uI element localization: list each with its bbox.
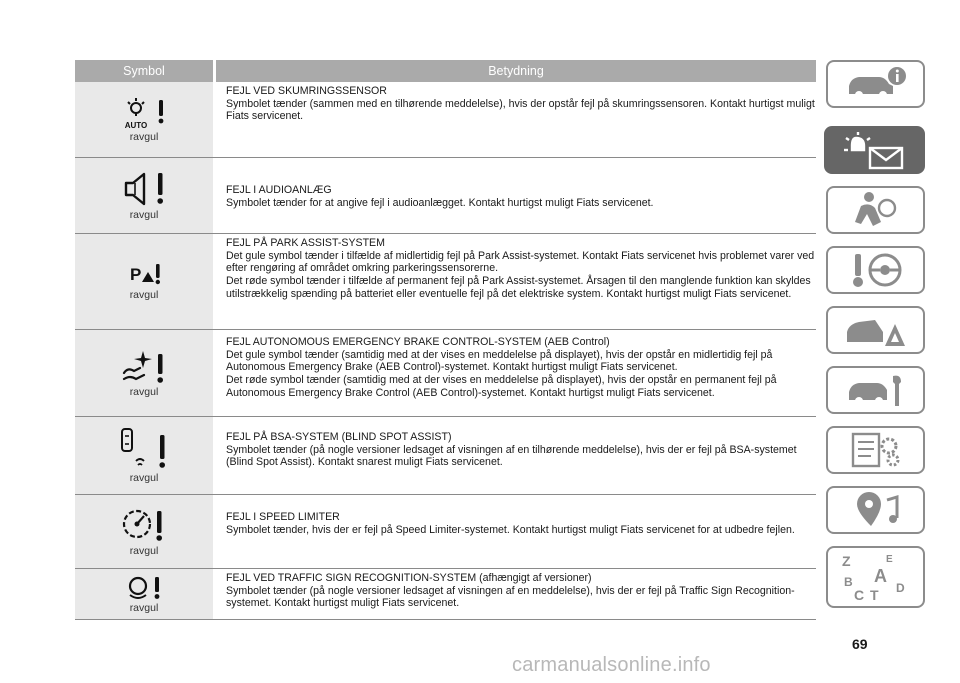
fault-title: FEJL I AUDIOANLÆG <box>226 184 332 196</box>
svg-text:C: C <box>853 587 864 603</box>
symbol-color-label: ravgul <box>129 601 159 614</box>
symbol-cell <box>75 569 213 619</box>
fault-text: Det røde symbol tænder i tilfælde af permanent fejl på Park Assist-systemet. Årsagen til den manglende funktion kan skyldes utilstrækkelig spænding på batteriet eller eventuelle fejl på det elektriske system. Kontakt hurtigst muligt Fiats servicenet. <box>226 275 811 300</box>
alphabet-index-icon <box>838 550 914 604</box>
svg-text:E: E <box>885 554 893 565</box>
fault-title: FEJL AUTONOMOUS EMERGENCY BRAKE CONTROL-SYSTEM (AEB Control) <box>226 336 610 348</box>
list-gears-icon <box>841 430 911 470</box>
icon-p-text: P <box>130 265 142 284</box>
watermark: carmanualsonline.info <box>512 654 711 676</box>
svg-text:D: D <box>895 581 905 595</box>
svg-text:Z: Z <box>841 553 851 569</box>
symbol-color-label: ravgul <box>129 289 159 301</box>
symbol-color-label: ravgul <box>129 131 159 143</box>
fault-title: FEJL PÅ PARK ASSIST-SYSTEM <box>226 237 385 249</box>
fault-text: Det røde symbol tænder (samtidig med at der vises en meddelelse på displayet), hvis der opstår en permanent fejl på Autonomous Emergency Brake Control (AEB Control)-systemet. Kontakt hurtigst muligt Fiats servicenet. <box>226 374 777 399</box>
symbol-color-label: ravgul <box>129 209 159 221</box>
car-info-icon <box>841 64 911 104</box>
aeb-fault-icon <box>120 349 168 385</box>
symbol-color-label: ravgul <box>129 472 159 484</box>
table-row <box>75 82 816 158</box>
car-warning-triangle-icon <box>841 310 911 350</box>
meaning-cell <box>216 234 816 329</box>
dashboard-lights-message-icon <box>840 130 910 170</box>
table-row <box>75 234 816 330</box>
nav-tab-dashboard-lights[interactable] <box>824 126 925 174</box>
fault-text: Symbolet tænder for at angive fejl i audioanlægget. Kontakt hurtigst muligt Fiats servicenet. <box>226 196 654 209</box>
symbol-color-label: ravgul <box>129 545 159 557</box>
table-row <box>75 495 816 569</box>
car-wrench-icon <box>841 370 911 410</box>
meaning-cell <box>216 158 816 233</box>
fault-title: FEJL VED TRAFFIC SIGN RECOGNITION-SYSTEM (afhængigt af versioner) <box>226 572 592 584</box>
nav-tab-technical-data[interactable] <box>826 426 925 474</box>
svg-text:T: T <box>869 587 879 603</box>
fault-text: Symbolet tænder (på nogle versioner ledsaget af visningen af en meddelelse), hvis der er fejl på Traffic Sign Recognition-systemet. Kontakt hurtigst muligt Fiats servicenet. <box>226 584 795 610</box>
meaning-cell <box>216 330 816 416</box>
seatbelt-airbag-icon <box>841 190 911 230</box>
table-row <box>75 417 816 495</box>
fault-text: Symbolet tænder (sammen med en tilhørende meddelelse), hvis der opstår fejl på skumringssensoren. Kontakt hurtigst muligt Fiats servicenet. <box>226 97 815 123</box>
table-header <box>75 60 816 82</box>
nav-tab-car-info[interactable] <box>826 60 925 108</box>
symbol-cell <box>75 417 213 494</box>
symbol-cell <box>75 330 213 416</box>
nav-tab-maintenance[interactable] <box>826 366 925 414</box>
table-row <box>75 158 816 234</box>
meaning-cell <box>216 417 816 494</box>
traffic-sign-fault-icon <box>124 575 164 601</box>
header-symbol: Symbol <box>123 64 165 78</box>
icon-auto-text: AUTO <box>124 121 148 130</box>
audio-fault-icon <box>120 170 168 208</box>
meaning-cell <box>216 569 816 619</box>
table-row <box>75 569 816 620</box>
key-steering-wheel-icon <box>841 250 911 290</box>
fault-title: FEJL VED SKUMRINGSSENSOR <box>226 85 387 97</box>
nav-tab-multimedia[interactable] <box>826 486 925 534</box>
fault-text: Det gule symbol tænder i tilfælde af midlertidig fejl på Park Assist-systemet. Kontakt Fiats servicenet hvis problemet varer ved efter rengøring af området omkring parkeringssensorerne. <box>226 249 815 275</box>
symbol-cell <box>75 234 213 329</box>
symbol-color-label: ravgul <box>129 385 159 398</box>
symbol-cell <box>75 495 213 568</box>
nav-tab-safety[interactable] <box>826 186 925 234</box>
twilight-sensor-fault-icon <box>120 96 168 130</box>
fault-title: FEJL I SPEED LIMITER <box>226 511 340 523</box>
bsa-fault-icon <box>118 427 170 471</box>
nav-tab-emergency[interactable] <box>826 306 925 354</box>
fault-text: Symbolet tænder, hvis der er fejl på Speed Limiter-systemet. Kontakt hurtigst muligt Fiats servicenet for at udbedre fejlen. <box>226 523 795 536</box>
page-number: 69 <box>852 636 868 652</box>
symbol-cell <box>75 158 213 233</box>
location-music-icon <box>841 490 911 530</box>
speed-limiter-fault-icon <box>120 506 168 544</box>
svg-text:A: A <box>873 566 887 586</box>
svg-text:B: B <box>843 575 853 589</box>
header-meaning: Betydning <box>488 64 544 78</box>
nav-tab-index[interactable] <box>826 546 925 608</box>
symbol-cell <box>75 82 213 157</box>
fault-text: Det gule symbol tænder (samtidig med at der vises en meddelelse på displayet), hvis der opstår en midlertidig fejl på Autonomous Emergency Brake (AEB Control)-systemet. Kontakt hurtigst muligt Fiats servicenet. <box>226 348 773 374</box>
park-assist-fault-icon <box>126 262 162 288</box>
warning-lights-table <box>75 60 816 620</box>
fault-text: Symbolet tænder (på nogle versioner ledsaget af visningen af en tilhørende meddelelse), hvis der er fejl på BSA-systemet (Blind Spot Assist). Kontakt snarest muligt Fiats servicenet. <box>226 443 797 469</box>
meaning-cell <box>216 82 816 157</box>
nav-tab-starting-driving[interactable] <box>826 246 925 294</box>
fault-title: FEJL PÅ BSA-SYSTEM (BLIND SPOT ASSIST) <box>226 431 452 443</box>
meaning-cell <box>216 495 816 568</box>
table-row <box>75 330 816 417</box>
